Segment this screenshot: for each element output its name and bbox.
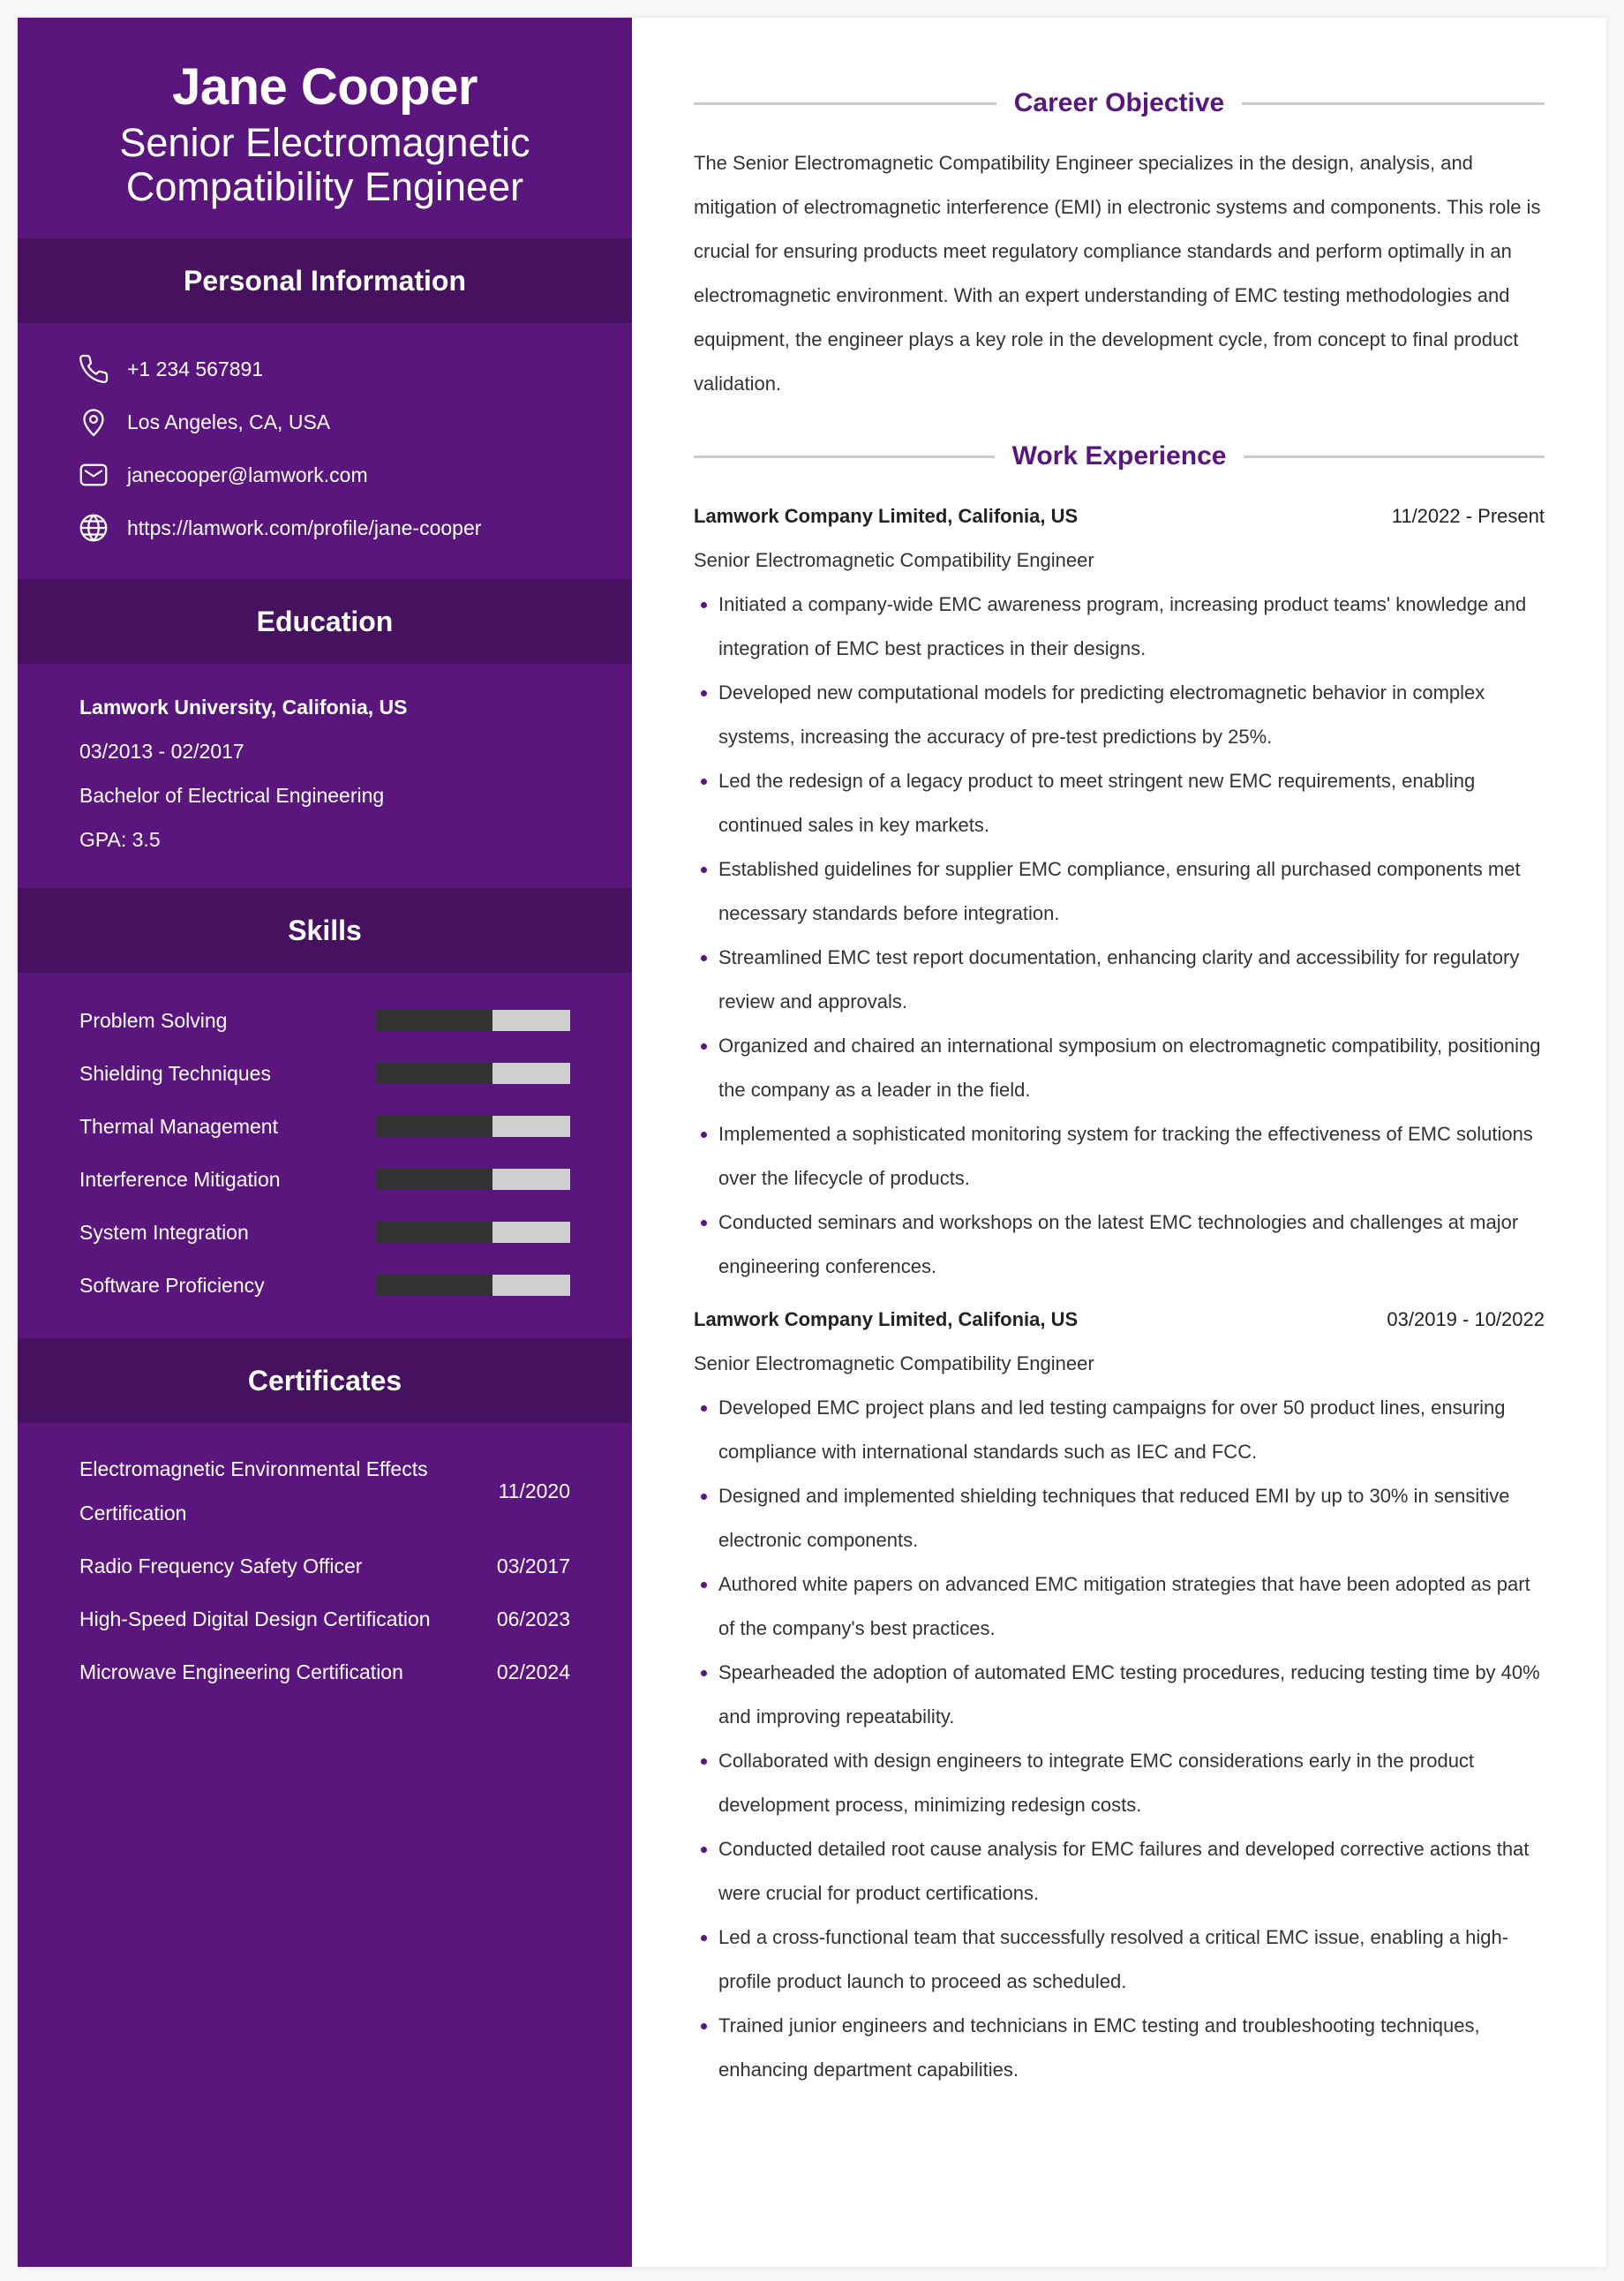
- education-gpa: GPA: 3.5: [79, 827, 161, 851]
- certificate-row: [79, 1592, 570, 1645]
- divider: [1244, 455, 1545, 458]
- experience-heading-row: [694, 441, 1545, 471]
- certificate-date: 02/2024: [496, 1660, 570, 1683]
- job-bullet: Developed EMC project plans and led testing campaigns for over 50 product lines, ensuring compliance with international standards such as IEC and FCC.: [694, 1386, 1545, 1474]
- location-pin-icon: [78, 406, 109, 438]
- job-header: [694, 1298, 1545, 1342]
- skill-level-bar: [376, 1116, 570, 1137]
- certificate-row: [79, 1645, 570, 1698]
- education-heading: Education: [18, 579, 632, 664]
- job-dates: 03/2019 - 10/2022: [1387, 1308, 1545, 1330]
- objective-heading: Career Objective: [1013, 88, 1225, 117]
- resume-header: [18, 18, 632, 238]
- education-dates: 03/2013 - 02/2017: [79, 739, 244, 763]
- certificate-name: Electromagnetic Environmental Effects Certification: [79, 1457, 428, 1524]
- resume-page: [18, 18, 1606, 2267]
- certificate-name: Microwave Engineering Certification: [79, 1660, 403, 1683]
- skill-name: Interference Mitigation: [79, 1167, 281, 1191]
- skill-level-fill: [376, 1222, 492, 1243]
- skills-heading: Skills: [18, 888, 632, 973]
- skill-row: [79, 1100, 570, 1153]
- education-school: Lamwork University, Califonia, US: [79, 695, 408, 719]
- certificates-list: [18, 1423, 632, 1725]
- skill-row: [79, 994, 570, 1047]
- job-bullet: Conducted detailed root cause analysis for EMC failures and developed corrective actions that were crucial for product certifications.: [694, 1827, 1545, 1916]
- skill-level-fill: [376, 1275, 492, 1296]
- skill-name: Problem Solving: [79, 1008, 228, 1032]
- job-bullets: [694, 583, 1545, 1289]
- skill-level-bar: [376, 1063, 570, 1084]
- skill-row: [79, 1206, 570, 1259]
- job-role: Senior Electromagnetic Compatibility Engineer: [694, 1352, 1094, 1374]
- candidate-title: Senior Electromagnetic Compatibility Engineer: [119, 119, 530, 210]
- certificate-date: 03/2017: [496, 1554, 570, 1577]
- skill-level-bar: [376, 1222, 570, 1243]
- job-bullets: [694, 1386, 1545, 2092]
- certificate-date: 11/2020: [498, 1479, 570, 1502]
- certificate-name: Radio Frequency Safety Officer: [79, 1555, 363, 1577]
- objective-heading-row: [694, 88, 1545, 118]
- experience-heading: Work Experience: [1011, 441, 1227, 471]
- skill-name: System Integration: [79, 1220, 249, 1244]
- certificate-row: [79, 1539, 570, 1592]
- contact-website: [78, 501, 632, 554]
- job-bullet: Streamlined EMC test report documentation, enhancing clarity and accessibility for regulatory review and approvals.: [694, 936, 1545, 1024]
- mail-icon: [78, 459, 109, 491]
- divider: [694, 455, 995, 458]
- skill-level-fill: [376, 1010, 492, 1031]
- skill-name: Shielding Techniques: [79, 1061, 271, 1085]
- contact-phone: [78, 343, 632, 395]
- skill-row: [79, 1153, 570, 1206]
- job-bullet: Led a cross-functional team that successfully resolved a critical EMC issue, enabling a high-profile product launch to proceed as scheduled.: [694, 1916, 1545, 2004]
- job-company: Lamwork Company Limited, Califonia, US: [694, 505, 1079, 527]
- candidate-name: Jane Cooper: [172, 58, 477, 116]
- personal-info-heading: Personal Information: [18, 238, 632, 323]
- job-bullet: Authored white papers on advanced EMC mitigation strategies that have been adopted as part of the company's best practices.: [694, 1562, 1545, 1651]
- skill-level-fill: [376, 1169, 492, 1190]
- phone-text: +1 234 567891: [127, 357, 264, 380]
- objective-text: The Senior Electromagnetic Compatibility Engineer specializes in the design, analysis, and mitigation of electromagnetic interference (EMI) in electronic systems and components. This role is crucial for ensuring products meet regulatory compliance standards and perform optimally in an electromagnetic environment. With an expert understanding of EMC testing methodologies and equipment, the engineer plays a key role in the development cycle, from concept to final product validation.: [694, 152, 1541, 395]
- job-bullet: Collaborated with design engineers to integrate EMC considerations early in the product development process, minimizing redesign costs.: [694, 1739, 1545, 1827]
- job-bullet: Organized and chaired an international symposium on electromagnetic compatibility, positioning the company as a leader in the field.: [694, 1024, 1545, 1112]
- job-bullet: Designed and implemented shielding techniques that reduced EMI by up to 30% in sensitive electronic components.: [694, 1474, 1545, 1562]
- education-degree: Bachelor of Electrical Engineering: [79, 783, 385, 807]
- job-role: Senior Electromagnetic Compatibility Engineer: [694, 549, 1094, 571]
- skill-row: [79, 1047, 570, 1100]
- main-content: [632, 18, 1606, 2267]
- job-entry: [694, 494, 1545, 1289]
- education-section: [18, 664, 632, 888]
- job-bullet: Conducted seminars and workshops on the latest EMC technologies and challenges at major engineering conferences.: [694, 1201, 1545, 1289]
- phone-icon: [78, 353, 109, 385]
- skill-name: Thermal Management: [79, 1114, 278, 1138]
- certificates-heading: Certificates: [18, 1338, 632, 1423]
- website-link[interactable]: https://lamwork.com/profile/jane-cooper: [127, 516, 482, 539]
- jobs-list: [694, 494, 1545, 2092]
- contact-location: [78, 395, 632, 448]
- skill-level-bar: [376, 1169, 570, 1190]
- job-bullet: Implemented a sophisticated monitoring system for tracking the effectiveness of EMC solutions over the lifecycle of products.: [694, 1112, 1545, 1201]
- divider: [1242, 102, 1545, 105]
- sidebar: [18, 18, 632, 2267]
- certificate-name: High-Speed Digital Design Certification: [79, 1607, 431, 1630]
- skills-list: [18, 973, 632, 1338]
- job-bullet: Spearheaded the adoption of automated EMC testing procedures, reducing testing time by 40% and improving repeatability.: [694, 1651, 1545, 1739]
- skill-level-fill: [376, 1063, 492, 1084]
- job-bullet: Established guidelines for supplier EMC compliance, ensuring all purchased components met necessary standards before integration.: [694, 847, 1545, 936]
- certificate-row: [79, 1442, 570, 1539]
- divider: [694, 102, 996, 105]
- contact-email: [78, 448, 632, 501]
- job-company: Lamwork Company Limited, Califonia, US: [694, 1308, 1079, 1330]
- skill-level-bar: [376, 1275, 570, 1296]
- job-bullet: Initiated a company-wide EMC awareness program, increasing product teams' knowledge and integration of EMC best practices in their designs.: [694, 583, 1545, 671]
- skill-level-bar: [376, 1010, 570, 1031]
- certificate-date: 06/2023: [496, 1607, 570, 1630]
- job-dates: 11/2022 - Present: [1391, 505, 1545, 527]
- location-text: Los Angeles, CA, USA: [127, 410, 331, 433]
- job-bullet: Led the redesign of a legacy product to meet stringent new EMC requirements, enabling continued sales in key markets.: [694, 759, 1545, 847]
- email-text[interactable]: janecooper@lamwork.com: [127, 463, 368, 486]
- job-entry: [694, 1298, 1545, 2092]
- skill-row: [79, 1259, 570, 1312]
- job-bullet: Developed new computational models for predicting electromagnetic behavior in complex systems, increasing the accuracy of pre-test predictions by 25%.: [694, 671, 1545, 759]
- skill-level-fill: [376, 1116, 492, 1137]
- skill-name: Software Proficiency: [79, 1273, 265, 1297]
- job-header: [694, 494, 1545, 538]
- globe-icon: [78, 512, 109, 544]
- contact-list: [18, 323, 632, 579]
- job-bullet: Trained junior engineers and technicians in EMC testing and troubleshooting techniques, enhancing department capabilities.: [694, 2004, 1545, 2092]
